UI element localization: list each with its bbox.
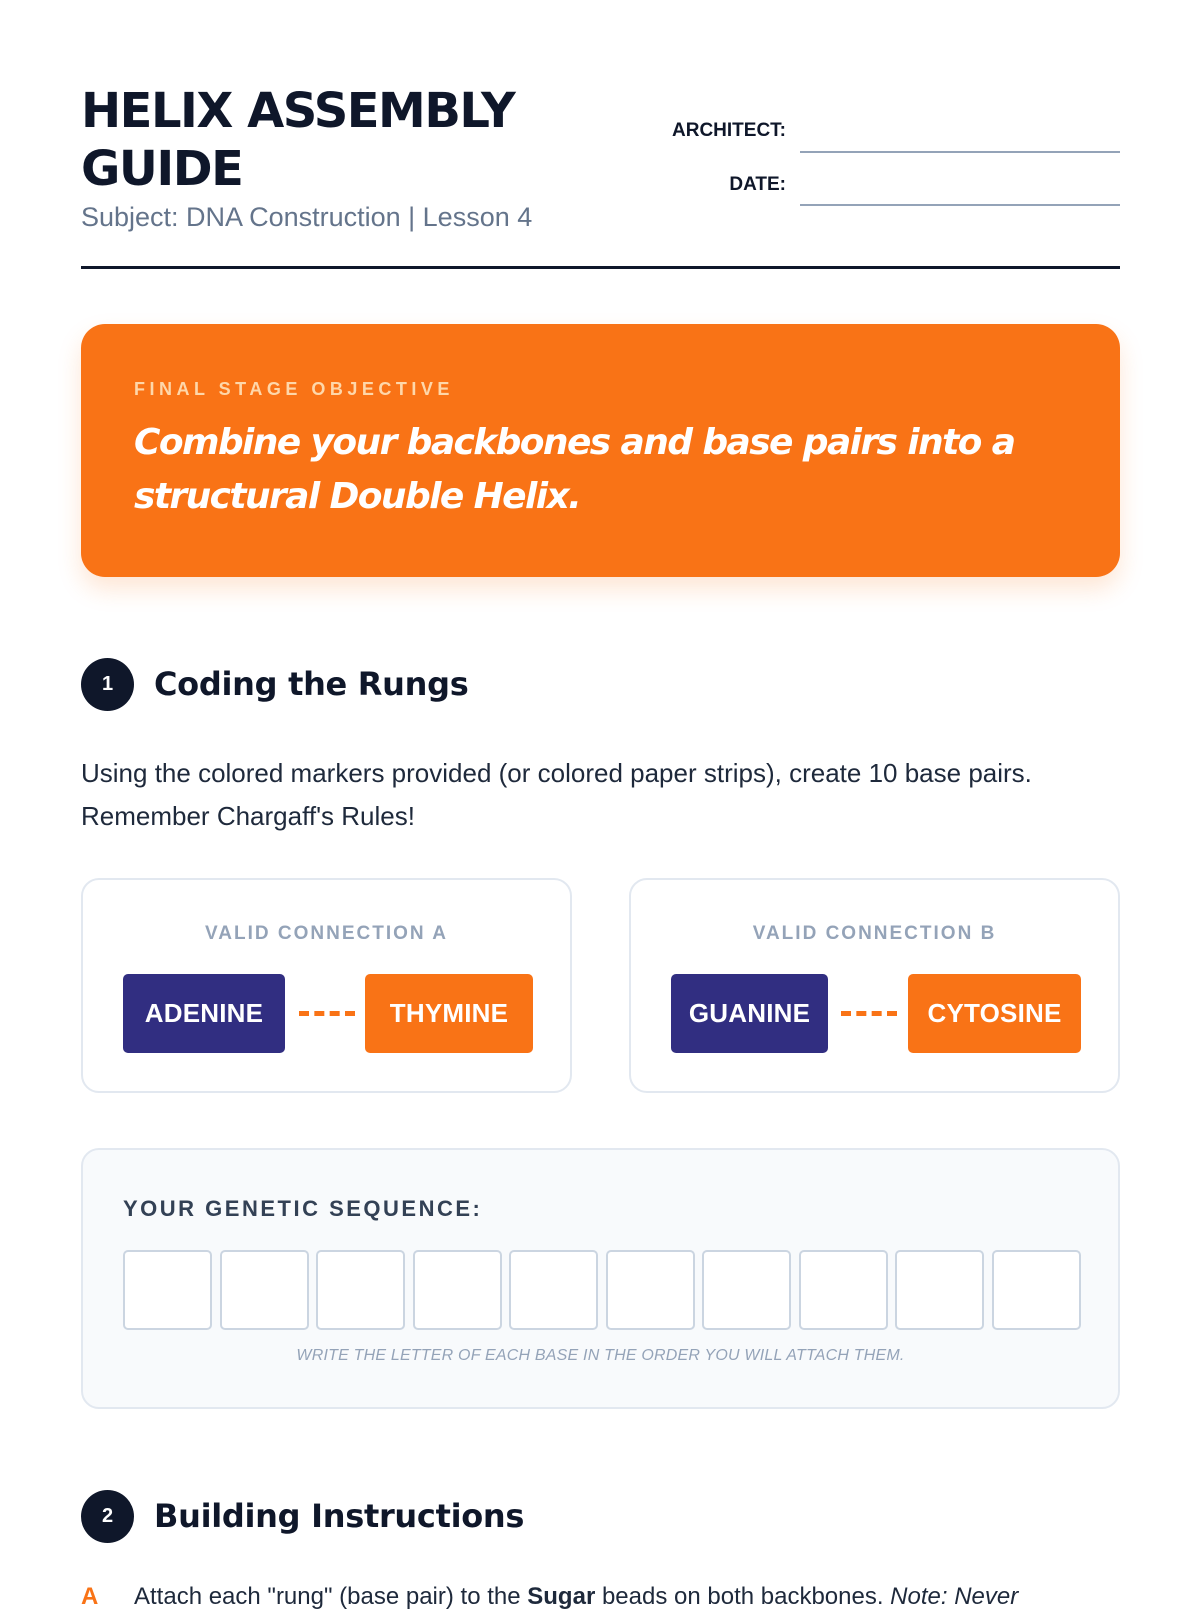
sequence-cell-10[interactable] [992,1250,1081,1330]
sequence-cell-6[interactable] [606,1250,695,1330]
sequence-cell-1[interactable] [123,1250,212,1330]
base-cytosine: CYTOSINE [908,974,1081,1053]
page-subtitle: Subject: DNA Construction | Lesson 4 [81,202,533,232]
sequence-cell-8[interactable] [799,1250,888,1330]
section-title: Coding the Rungs [154,665,469,703]
instruction-step-a [81,1583,1120,1611]
section-1-heading [81,658,1120,712]
sequence-cell-4[interactable] [413,1250,502,1330]
step-text-bold: Sugar [527,1583,596,1610]
connection-card-a [81,878,572,1093]
sequence-hint: WRITE THE LETTER OF EACH BASE IN THE ORDER YOU WILL ATTACH THEM. [296,1347,905,1364]
objective-banner [81,324,1120,577]
page-title: HELIX ASSEMBLY GUIDE [81,83,515,197]
section-title: Building Instructions [154,1497,525,1535]
connection-card-b [629,878,1120,1093]
date-label: DATE: [729,174,786,195]
header-divider [81,266,1120,269]
sequence-cell-3[interactable] [316,1250,405,1330]
worksheet-header [81,78,1120,270]
section-2-heading [81,1490,1120,1544]
bond-dash [841,1011,897,1022]
sequence-cell-7[interactable] [702,1250,791,1330]
step-number-badge: 2 [81,1490,134,1543]
connection-label: VALID CONNECTION A [205,923,448,944]
architect-field[interactable] [800,151,1120,153]
step-note: Note: Never [890,1583,1019,1610]
sequence-cell-2[interactable] [220,1250,309,1330]
step-number-badge: 1 [81,658,134,711]
section-1-intro: Using the colored markers provided (or colored paper strips), create 10 base pairs. Remember Chargaff's Rules! [81,758,1032,831]
objective-label: FINAL STAGE OBJECTIVE [134,379,454,399]
base-thymine: THYMINE [365,974,533,1053]
sequence-cell-9[interactable] [895,1250,984,1330]
date-field[interactable] [800,204,1120,206]
genetic-sequence-box [81,1148,1120,1409]
sequence-label: YOUR GENETIC SEQUENCE: [123,1196,483,1221]
base-adenine: ADENINE [123,974,285,1053]
step-marker: A [81,1583,99,1610]
sequence-cells [123,1250,1081,1330]
step-text: Attach each "rung" (base pair) to the [134,1583,528,1610]
bond-dash [299,1011,355,1022]
sequence-cell-5[interactable] [509,1250,598,1330]
step-text: beads on both backbones. [595,1583,891,1610]
architect-label: ARCHITECT: [672,120,786,141]
objective-text: Combine your backbones and base pairs into a structural Double Helix. [134,422,1015,517]
base-guanine: GUANINE [671,974,828,1053]
connection-label: VALID CONNECTION B [752,923,997,944]
